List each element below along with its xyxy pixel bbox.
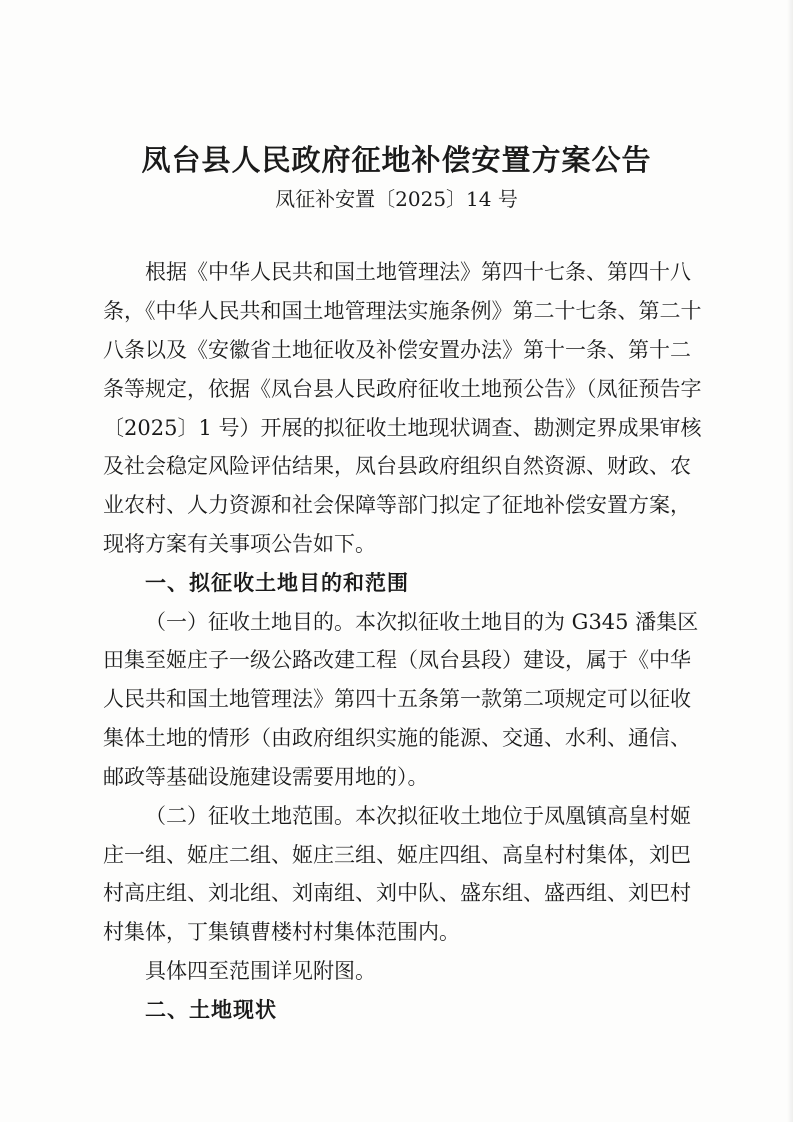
document-number: 凤征补安置〔2025〕14 号 <box>275 187 518 211</box>
body-line: 〔2025〕1 号）开展的拟征收土地现状调查、勘测定界成果审核 <box>103 416 702 440</box>
body-line: 集体土地的情形（由政府组织实施的能源、交通、水利、通信、 <box>103 726 691 750</box>
body-line: 及社会稳定风险评估结果，凤台县政府组织自然资源、财政、农 <box>103 454 691 478</box>
body-line: 条，《中华人民共和国土地管理法实施条例》第二十七条、第二十 <box>103 299 702 323</box>
body-line: 具体四至范围详见附图。 <box>145 959 376 983</box>
document-title: 凤台县人民政府征地补偿安置方案公告 <box>141 143 652 177</box>
body-line: 村集体，丁集镇曹楼村村集体范围内。 <box>103 920 460 944</box>
body-line: 村高庄组、刘北组、刘南组、刘中队、盛东组、盛西组、刘巴村 <box>103 881 691 905</box>
body-line: （一）征收土地目的。本次拟征收土地目的为 G345 潘集区 <box>145 610 699 634</box>
page-edge-shadow <box>787 0 793 1122</box>
body-line: 根据《中华人民共和国土地管理法》第四十七条、第四十八 <box>145 260 691 284</box>
body-line: 邮政等基础设施建设需要用地的）。 <box>103 765 429 789</box>
body-line: 现将方案有关事项公告如下。 <box>103 532 376 556</box>
body-line: 条等规定，依据《凤台县人民政府征收土地预公告》（凤征预告字 <box>103 377 702 401</box>
section-heading: 二、土地现状 <box>145 998 277 1022</box>
body-line: 人民共和国土地管理法》第四十五条第一款第二项规定可以征收 <box>103 687 691 711</box>
body-line: 庄一组、姬庄二组、姬庄三组、姬庄四组、高皇村村集体，刘巴 <box>103 843 691 867</box>
body-line: 业农村、人力资源和社会保障等部门拟定了征地补偿安置方案， <box>103 493 691 517</box>
body-line: 八条以及《安徽省土地征收及补偿安置办法》第十一条、第十二 <box>103 338 691 362</box>
body-line: 田集至姬庄子一级公路改建工程（凤台县段）建设，属于《中华 <box>103 648 691 672</box>
section-heading: 一、拟征收土地目的和范围 <box>145 571 409 595</box>
body-line: （二）征收土地范围。本次拟征收土地位于凤凰镇高皇村姬 <box>145 804 691 828</box>
